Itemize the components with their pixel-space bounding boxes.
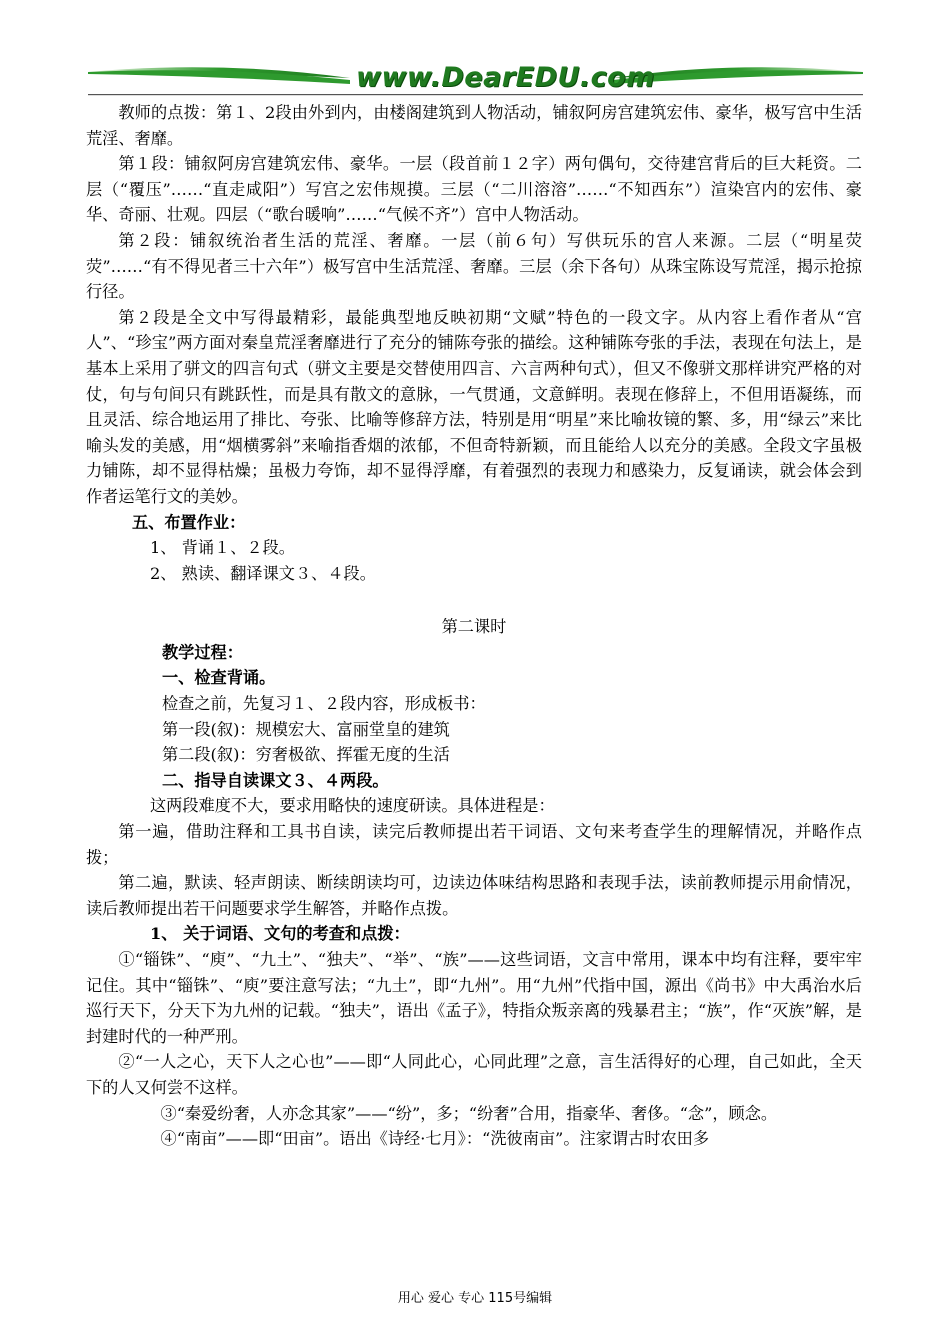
paragraph: 第１段：铺叙阿房宫建筑宏伟、豪华。一层（段首前１２字）两句偶句，交待建宫背后的巨大耗资。二层（“覆压”……“直走咸阳”）写宫之宏伟规摸。三层（“二川溶溶”……“不知西东”）渲染宫内的宏伟、豪华、奇丽、壮观。四层（“歌台暖响”……“气候不齐”）宫中人物活动。	[86, 154, 862, 225]
paragraph: 第二遍，默读、轻声朗读、断续朗读均可，边读边体味结构思路和表现手法，读前教师提示用俞情况，读后教师提出若干问题要求学生解答，并略作点拨。	[86, 873, 862, 918]
paragraph: 检查之前，先复习１、２段内容，形成板书：	[162, 694, 486, 714]
paragraph: 这两段难度不大，要求用略快的速度研读。具体进程是：	[150, 796, 555, 816]
lesson-title: 第二课时	[441, 617, 507, 637]
paragraph: 第一段(叙)：规模宏大、富丽堂皇的建筑	[162, 719, 450, 739]
section-heading: 教学过程：	[162, 642, 243, 662]
spacer	[86, 586, 862, 614]
document-body	[86, 100, 862, 1152]
site-logo: www.DearEDU.com	[356, 62, 655, 93]
paragraph: 第２段是全文中写得最精彩，最能典型地反映初期“文赋”特色的一段文字。从内容上看作者从“宫人”、“珍宝”两方面对秦皇荒淫奢靡进行了充分的铺陈夸张的描绘。这种铺陈夸张的手法，表现在句法上，是基本上采用了骈文的四言句式（骈文主要是交替使用四言、六言两种句式），但又不像骈文那样讲究严格的对仗，句与句间只有跳跃性，而是具有散文的意脉，一气贯通，文意鲜明。表现在修辞上，不但用语凝练，而且灵活、综合地运用了排比、夸张、比喻等修辞方法，特别是用“明星”来比喻妆镜的繁、多，用“绿云”来比喻头发的美感，用“烟横雾斜”来喻指香烟的浓郁，不但奇特新颖，而且能给人以充分的美感。全段文字虽极力铺陈，却不显得枯燥；虽极力夸饰，却不显得浮靡，有着强烈的表现力和感染力，反复诵读，就会体会到作者运笔行文的美妙。	[86, 307, 862, 506]
list-item: 1、 背诵１、２段。	[150, 538, 295, 558]
paragraph: ②“一人之心，天下人之心也”——即“人同此心，心同此理”之意，言生活得好的心理，自己如此，全天下的人又何尝不这样。	[86, 1052, 862, 1097]
section-heading: 1、 关于词语、文句的考查和点拨：	[150, 924, 410, 944]
paragraph: 教师的点拨：第１、2段由外到内，由楼阁建筑到人物活动，铺叙阿房宫建筑宏伟、豪华，极写宫中生活荒淫、奢靡。	[86, 103, 862, 148]
list-item: 2、 熟读、翻译课文３、４段。	[150, 563, 376, 583]
paragraph: 第２段：铺叙统治者生活的荒淫、奢靡。一层（前６句）写供玩乐的宫人来源。二层（“明星荧荧”……“有不得见者三十六年”）极写宫中生活荒淫、奢靡。三层（余下各句）从珠宝陈设写荒淫，揭示抢掠行径。	[86, 230, 862, 302]
paragraph: ①“锱铢”、“庾”、“九土”、“独夫”、“举”、“族”——这些词语，文言中常用，课本中均有注释，要牢牢记住。其中“锱铢”、“庾”要注意写法；“九土”，即“九州”。用“九州”代指中国，源出《尚书》中大禹治水后巡行天下，分天下为九州的记载。“独夫”，语出《孟子》，特指众叛亲离的残暴君主；“族”，作“灭族”解，是封建时代的一种严刑。	[86, 950, 862, 1046]
section-heading: 一、检查背诵。	[162, 668, 276, 688]
page-header	[88, 58, 863, 98]
paragraph: 第二段(叙)：穷奢极欲、挥霍无度的生活	[162, 745, 450, 765]
paragraph: ④“南亩”——即“田亩”。语出《诗经·七月》：“洗彼南亩”。注家谓古时农田多	[160, 1129, 710, 1149]
section-heading: 五、布置作业：	[132, 512, 246, 532]
page-footer: 用心 爱心 专心 115号编辑	[397, 1291, 553, 1306]
section-heading: 二、指导自读课文３、４两段。	[162, 770, 389, 790]
paragraph: 第一遍，借助注释和工具书自读，读完后教师提出若干词语、文句来考查学生的理解情况，并略作点拨；	[86, 822, 862, 867]
paragraph: ③“秦爱纷奢，人亦念其家”——“纷”，多；“纷奢”合用，指豪华、奢侈。“念”，顾念。	[160, 1103, 778, 1123]
